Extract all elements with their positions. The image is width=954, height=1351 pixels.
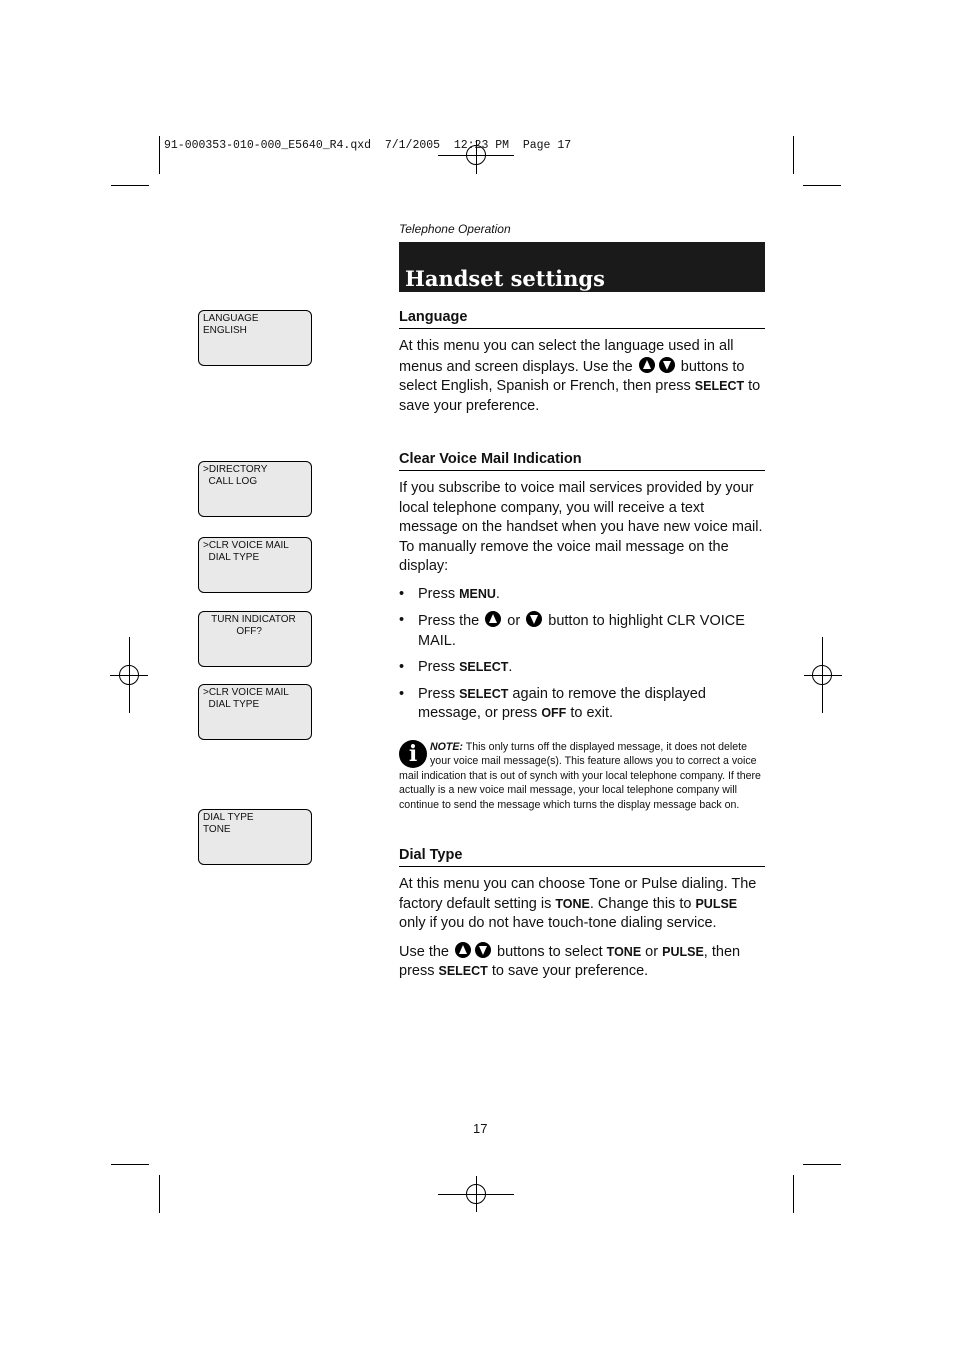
lcd-line: DIAL TYPE: [203, 812, 254, 823]
content-column: [399, 221, 765, 990]
lcd-line: DIAL TYPE: [203, 551, 260, 563]
text-run: or: [503, 613, 525, 629]
text-run: At this menu you can select the language used in all menus and screen displays. Use the: [399, 338, 734, 375]
dial-type-paragraph: [399, 875, 765, 934]
text-run: .: [495, 585, 500, 602]
bullet-item: [399, 611, 765, 651]
info-icon: i: [399, 740, 427, 768]
note-label: NOTE:: [430, 740, 463, 753]
text-run: Use the: [399, 943, 453, 960]
key-name: SELECT: [694, 379, 745, 393]
lcd-line: >CLR VOICE MAIL: [203, 540, 289, 551]
crop-mark: [159, 1175, 160, 1213]
lcd-line: TONE: [203, 823, 231, 835]
crop-mark: [803, 1164, 841, 1165]
heading-clear-voice-mail: Clear Voice Mail Indication: [399, 450, 765, 471]
down-arrow-button-icon: [475, 942, 491, 958]
key-name: TONE: [555, 896, 590, 911]
text-run: .: [508, 659, 513, 675]
print-slug: 91-000353-010-000_E5640_R4.qxd 7/1/2005 12:23 PM Page 17: [164, 139, 572, 152]
text-run: . Change this to: [589, 895, 696, 912]
lcd-line: >DIRECTORY: [203, 464, 268, 475]
lcd-display-clr-voice-mail-2: [198, 684, 312, 740]
lcd-line: DIAL TYPE: [203, 698, 260, 710]
text-run: or: [641, 943, 663, 960]
text-run: , then press: [399, 943, 741, 980]
lcd-line: CALL LOG: [203, 475, 258, 487]
lcd-line: ENGLISH: [203, 324, 247, 336]
up-arrow-button-icon: [455, 942, 471, 958]
registration-mark: [812, 665, 832, 685]
title-bar: [399, 242, 765, 292]
crop-mark: [803, 185, 841, 186]
lcd-display-language: [198, 310, 312, 366]
heading-dial-type: Dial Type: [399, 846, 765, 867]
key-name: PULSE: [695, 896, 738, 911]
key-name: OFF: [541, 706, 567, 720]
down-arrow-button-icon: [526, 611, 542, 627]
crop-mark: [111, 185, 149, 186]
key-name: SELECT: [438, 964, 488, 979]
text-run: to save your preference.: [399, 378, 761, 414]
lcd-line: TURN INDICATOR: [203, 614, 296, 625]
registration-mark: [466, 1184, 486, 1204]
down-arrow-button-icon: [659, 357, 675, 373]
text-run: to save your preference.: [487, 963, 649, 980]
bullet-icon: •: [399, 612, 405, 628]
page-number: 17: [473, 1121, 488, 1136]
bullet-icon: •: [399, 685, 405, 702]
note-box: [399, 740, 765, 813]
bullet-item: [399, 658, 765, 678]
lcd-line: OFF?: [203, 625, 262, 637]
text-run: again to remove the displayed message, or press: [418, 685, 706, 721]
text-run: Press: [418, 685, 460, 702]
text-run: button to highlight CLR VOICE MAIL.: [418, 613, 745, 649]
crop-mark: [111, 1164, 149, 1165]
text-run: only if you do not have touch-tone dialing service.: [399, 915, 717, 932]
bullet-icon: •: [399, 659, 405, 675]
text-run: buttons to select English, Spanish or French, then press: [399, 358, 745, 394]
crop-mark: [793, 136, 794, 174]
bullet-item: [399, 685, 765, 724]
key-name: MENU: [459, 586, 496, 601]
lcd-line: LANGUAGE: [203, 313, 259, 324]
lcd-display-menu: [198, 461, 312, 517]
key-name: SELECT: [459, 660, 509, 674]
text-run: Press: [418, 585, 460, 602]
text-run: Press the: [418, 613, 484, 629]
text-run: Press: [418, 659, 460, 675]
dial-type-paragraph-2: [399, 942, 765, 982]
up-arrow-button-icon: [639, 357, 655, 373]
page-title: Handset settings: [405, 266, 605, 291]
text-run: If you subscribe to voice mail services provided by your local telephone company, you will receive a text message on the handset when you have new voice mail. To manually remove the voice mail message on the display:: [399, 480, 763, 574]
crop-mark: [159, 136, 160, 174]
crop-mark: [793, 1175, 794, 1213]
lcd-display-turn-indicator: [198, 611, 312, 667]
text-run: buttons to select: [493, 943, 607, 960]
bullet-item: [399, 585, 765, 605]
registration-mark: [119, 665, 139, 685]
lcd-display-clr-voice-mail: [198, 537, 312, 593]
text-run: to exit.: [566, 705, 614, 721]
key-name: SELECT: [459, 686, 509, 701]
lcd-display-dial-type: [198, 809, 312, 865]
bullet-icon: •: [399, 585, 405, 602]
key-name: TONE: [606, 944, 642, 959]
heading-language: Language: [399, 308, 765, 329]
note-text: This only turns off the displayed message, it does not delete your voice mail message(s). This feature allows you to correct a voice mail indication that is out of synch with your local telephone company. If there actually is a new voice mail message, your local telephone company will continue to send the message which turns the display message back on.: [399, 740, 761, 811]
lcd-line: >CLR VOICE MAIL: [203, 687, 289, 698]
key-name: PULSE: [662, 944, 704, 959]
language-paragraph: [399, 337, 765, 416]
clear-voice-mail-paragraph: [399, 479, 765, 577]
up-arrow-button-icon: [485, 611, 501, 627]
text-run: At this menu you can choose Tone or Pulse dialing. The factory default setting is: [399, 876, 757, 912]
section-label: Telephone Operation: [399, 222, 511, 236]
